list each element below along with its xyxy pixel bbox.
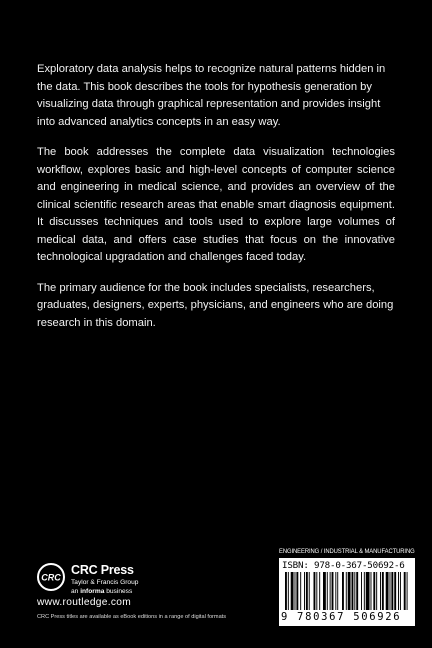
barcode-bar (348, 572, 351, 610)
barcode-bar (330, 572, 331, 610)
barcode-bar (327, 572, 328, 610)
barcode-bar (295, 572, 296, 610)
barcode-box (279, 558, 415, 626)
logo-text: CRC (41, 572, 61, 583)
description-paragraph-2: The book addresses the complete data visualization technologies workflow, explores basic and high-level concepts of computer science and engineering in medical science, and provides an overview of the clinical scientific research areas that enable smart diagnosis equipment. It discusses techniques and tools used to explore large volumes of medical data, and offers case studies that focus on the innovative technological upgradation and challenges faced today. (37, 146, 395, 263)
barcode-bar (316, 572, 317, 610)
barcode-bar (376, 572, 377, 610)
ean-number: 9 780367 506926 (281, 611, 402, 623)
barcode-bar (407, 572, 408, 610)
isbn-number: ISBN: 978-0-367-50692-6 (282, 560, 405, 571)
barcode-bar (323, 572, 326, 610)
barcode-bar (398, 572, 399, 610)
business-prefix: an (71, 588, 79, 595)
publisher-name: CRC Press (71, 563, 134, 577)
barcode-bar (285, 572, 287, 610)
barcode-bar (371, 572, 372, 610)
barcode-block (279, 548, 415, 626)
barcode-bar (382, 572, 384, 610)
business-brand: informa (80, 588, 105, 595)
barcode-bar (335, 572, 336, 610)
barcode-bar (346, 572, 347, 610)
barcode-bar (390, 572, 391, 610)
barcode-bar (296, 572, 298, 610)
crc-press-logo (37, 563, 65, 591)
publisher-group: Taylor & Francis Group (71, 579, 139, 586)
barcode-bar (304, 572, 305, 610)
barcode-bar (337, 572, 338, 610)
barcode-bar (300, 572, 301, 610)
barcode-bar (391, 572, 393, 610)
barcode-bar (356, 572, 358, 610)
barcode-bar (352, 572, 354, 610)
barcode-bar (364, 572, 365, 610)
barcode-bar (404, 572, 406, 610)
barcode-bar (354, 572, 355, 610)
book-description (37, 61, 395, 345)
barcode-bar (319, 572, 320, 610)
barcode-bar (332, 572, 334, 610)
description-paragraph-1: Exploratory data analysis helps to recognize natural patterns hidden in the data. This book describes the tools for hypothesis generation by visualizing data through graphical representation and provides insight into advanced analytics concepts in an easy way. (37, 63, 386, 128)
barcode-bar (380, 572, 381, 610)
subject-category: ENGINEERING / INDUSTRIAL & MANUFACTURING (279, 548, 415, 555)
publisher-website: www.routledge.com (37, 597, 131, 608)
barcode-bar (361, 572, 362, 610)
description-paragraph-3: The primary audience for the book includes specialists, researchers, graduates, designers, experts, physicians, and engineers who are doing research in this domain. (37, 281, 394, 329)
barcode-bar (314, 572, 316, 610)
ebook-availability-note: CRC Press titles are available as eBook editions in a range of digital formats (37, 614, 227, 620)
barcode-bar (288, 572, 289, 610)
barcode-bar (291, 572, 294, 610)
business-suffix: business (106, 588, 133, 595)
barcode-bar (373, 572, 375, 610)
barcode-bar (306, 572, 308, 610)
barcode-bar (394, 572, 396, 610)
barcode-bar (386, 572, 389, 610)
barcode-bar (400, 572, 401, 610)
barcode-bar (309, 572, 310, 610)
barcode-icon (283, 572, 411, 612)
barcode-bar (342, 572, 344, 610)
publisher-parent (71, 588, 132, 595)
barcode-bar (366, 572, 370, 610)
